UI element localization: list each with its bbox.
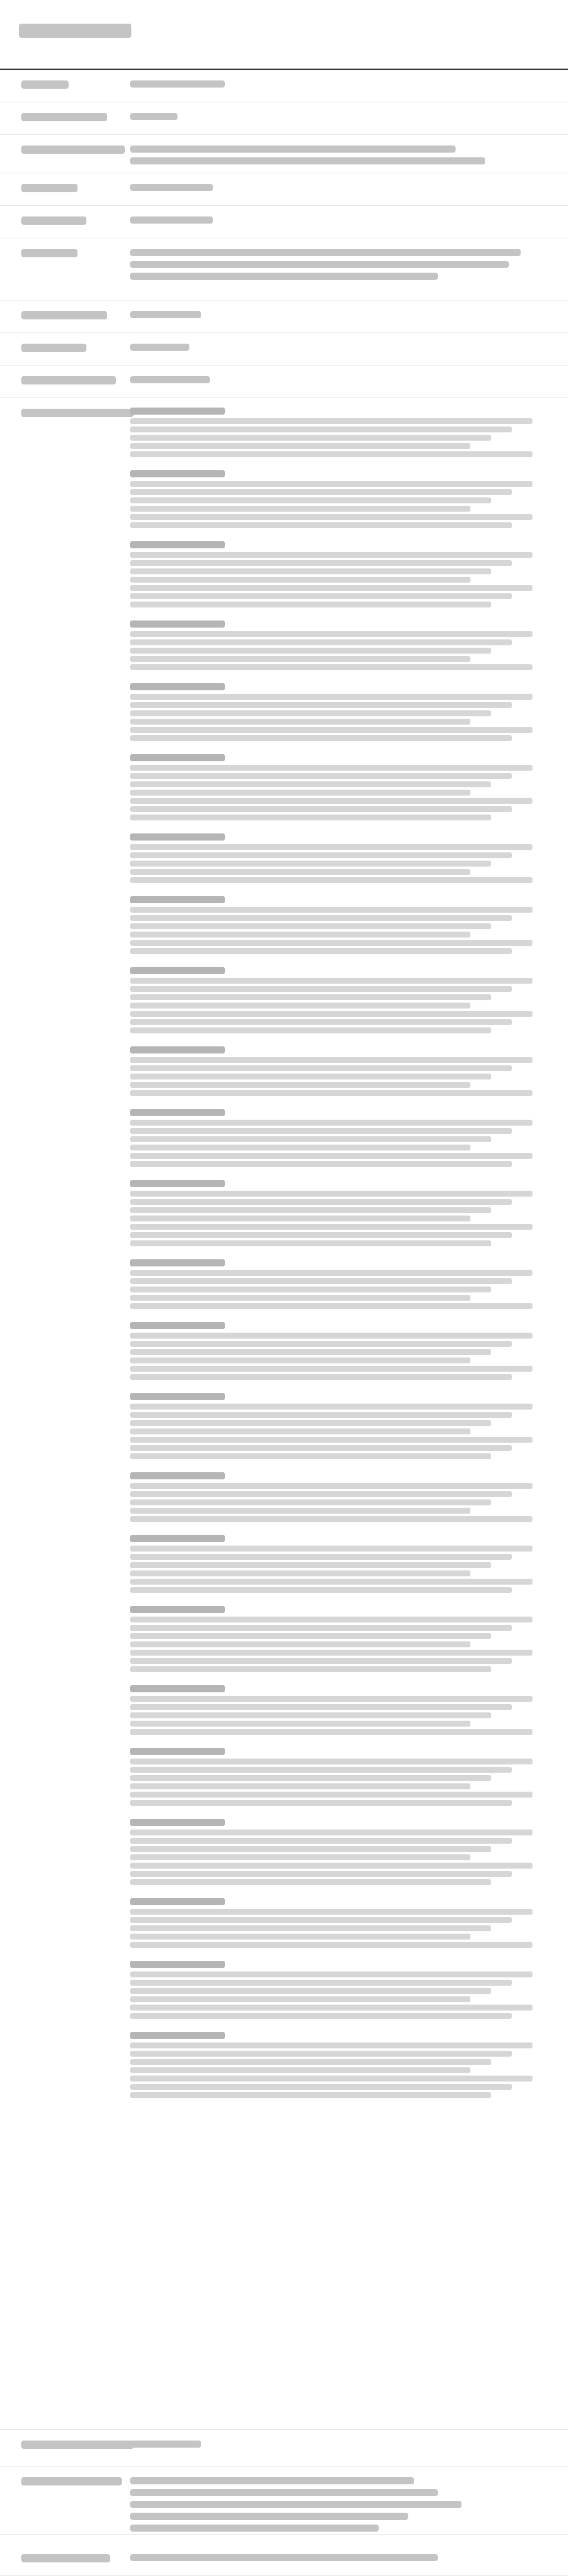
ingredient-block-line <box>130 1153 532 1159</box>
table-row <box>0 2543 568 2576</box>
row-value-placeholder <box>130 344 189 351</box>
ingredient-block-title <box>130 541 225 548</box>
ingredient-block-line <box>130 907 532 913</box>
ingredient-block-line <box>130 1232 512 1238</box>
ingredient-block-line <box>130 514 532 520</box>
row-value-placeholder <box>130 261 509 268</box>
table-row <box>0 300 568 333</box>
ingredient-block-line <box>130 1633 491 1639</box>
ingredient-block-line <box>130 1191 532 1197</box>
row-label-placeholder <box>21 113 107 121</box>
ingredient-block-line <box>130 915 512 921</box>
ingredient-block-line <box>130 1224 532 1230</box>
row-label-placeholder <box>21 311 107 319</box>
ingredient-block-line <box>130 1546 532 1552</box>
table-row <box>0 238 568 300</box>
row-value-placeholder <box>130 146 456 153</box>
ingredient-block-line <box>130 1027 491 1033</box>
ingredient-block-line <box>130 648 491 654</box>
ingredient-block-line <box>130 1453 491 1459</box>
ingredient-block-line <box>130 1712 491 1718</box>
ingredient-block-line <box>130 1909 532 1915</box>
ingredient-block-line <box>130 1374 512 1380</box>
ingredient-block-line <box>130 1240 491 1246</box>
ingredient-block-title <box>130 683 225 690</box>
ingredient-block-line <box>130 568 491 574</box>
row-value-placeholder <box>130 113 178 120</box>
ingredient-block-line <box>130 1491 512 1497</box>
ingredient-block-line <box>130 639 512 645</box>
ingredient-block-line <box>130 1917 512 1923</box>
ingredient-block-line <box>130 815 491 820</box>
ingredient-block-line <box>130 631 532 637</box>
page-title-placeholder <box>19 24 131 38</box>
ingredient-block-line <box>130 2067 470 2073</box>
ingredient-block-line <box>130 1207 491 1213</box>
ingredient-block-line <box>130 1003 470 1009</box>
ingredient-block-title <box>130 1685 225 1692</box>
ingredient-block-line <box>130 1341 512 1347</box>
row-label-placeholder <box>21 2554 110 2562</box>
ingredient-block-line <box>130 694 532 700</box>
ingredient-block-line <box>130 1278 512 1284</box>
page-title <box>0 0 568 65</box>
ingredient-block-line <box>130 852 512 858</box>
ingredient-block-line <box>130 1136 491 1142</box>
ingredient-block-line <box>130 2005 532 2011</box>
ingredient-block-line <box>130 1617 532 1622</box>
row-value-placeholder <box>130 2554 438 2561</box>
ingredient-block-line <box>130 602 491 607</box>
row-label-placeholder <box>21 249 78 257</box>
ingredient-block-line <box>130 1057 532 1063</box>
ingredient-block-line <box>130 1871 512 1877</box>
ingredient-block-line <box>130 1863 532 1869</box>
ingredient-block-line <box>130 727 532 733</box>
ingredient-block-line <box>130 443 470 449</box>
ingredient-block-line <box>130 781 491 787</box>
ingredient-block-line <box>130 869 470 875</box>
ingredient-block-title <box>130 1259 225 1266</box>
row-value-placeholder <box>130 80 225 88</box>
ingredient-block-line <box>130 923 491 929</box>
row-label-placeholder <box>21 376 116 384</box>
ingredient-block-line <box>130 1854 470 1860</box>
ingredient-block-line <box>130 656 470 662</box>
table-row <box>0 2467 568 2535</box>
ingredient-block-line <box>130 497 491 503</box>
ingredient-block-title <box>130 754 225 761</box>
ingredient-block-title <box>130 620 225 628</box>
ingredient-block-line <box>130 1775 491 1781</box>
ingredient-block-title <box>130 1819 225 1826</box>
row-label-placeholder <box>21 146 125 154</box>
ingredient-block-line <box>130 1412 512 1418</box>
ingredient-block-line <box>130 702 512 708</box>
ingredient-block-title <box>130 1898 225 1905</box>
row-value-placeholder <box>130 2513 408 2520</box>
row-value-placeholder <box>130 376 210 383</box>
ingredient-block-line <box>130 1942 532 1948</box>
ingredient-block-line <box>130 2059 491 2065</box>
row-value-placeholder <box>130 184 213 191</box>
ingredient-block-line <box>130 1295 470 1301</box>
ingredient-block-title <box>130 408 225 415</box>
ingredient-block-line <box>130 481 532 487</box>
row-label-placeholder <box>21 216 86 225</box>
ingredient-block-line <box>130 1570 470 1576</box>
row-label-placeholder <box>21 2477 122 2485</box>
ingredient-block-line <box>130 978 532 984</box>
ingredient-block-line <box>130 593 512 599</box>
table-row <box>0 398 568 2430</box>
ingredient-block-title <box>130 1109 225 1116</box>
ingredient-block-line <box>130 418 532 424</box>
ingredient-block-title <box>130 470 225 477</box>
ingredient-block-line <box>130 1516 532 1522</box>
ingredient-block-title <box>130 1748 225 1755</box>
row-label-placeholder <box>21 80 69 89</box>
ingredient-block-line <box>130 1579 532 1585</box>
ingredient-block-title <box>130 833 225 841</box>
ingredient-block-line <box>130 1800 512 1806</box>
ingredient-block-line <box>130 1428 470 1434</box>
ingredient-block-line <box>130 1270 532 1276</box>
ingredient-block-title <box>130 1535 225 1542</box>
ingredient-block-line <box>130 986 512 992</box>
ingredient-block-line <box>130 1792 532 1798</box>
ingredient-block-line <box>130 1729 532 1735</box>
ingredient-block-line <box>130 932 470 938</box>
ingredient-block-line <box>130 1303 532 1309</box>
ingredient-block-title <box>130 1046 225 1053</box>
ingredient-block-line <box>130 735 512 741</box>
ingredient-block-line <box>130 1879 491 1885</box>
ingredient-block-line <box>130 1759 532 1764</box>
ingredient-block-line <box>130 1019 512 1025</box>
ingredient-block-line <box>130 994 491 1000</box>
ingredient-block-title <box>130 967 225 974</box>
ingredient-block-line <box>130 1508 470 1514</box>
ingredient-block-line <box>130 1011 532 1017</box>
table-row <box>0 206 568 238</box>
ingredient-block-line <box>130 948 512 954</box>
ingredient-block-line <box>130 1082 470 1088</box>
ingredient-block-line <box>130 2042 532 2048</box>
ingredient-block-line <box>130 1333 532 1339</box>
ingredient-block-line <box>130 1721 470 1727</box>
row-label-placeholder <box>21 184 78 192</box>
ingredient-block-line <box>130 790 470 796</box>
ingredient-block-line <box>130 2051 512 2057</box>
ingredient-block-line <box>130 1830 532 1835</box>
ingredient-block-line <box>130 719 470 725</box>
ingredient-block-line <box>130 1065 512 1071</box>
ingredient-block-line <box>130 1499 491 1505</box>
ingredient-block-title <box>130 1606 225 1613</box>
ingredient-block-line <box>130 765 532 771</box>
ingredient-block-line <box>130 1437 532 1443</box>
ingredient-block-line <box>130 1120 532 1126</box>
ingredient-block-title <box>130 1322 225 1329</box>
ingredient-block-line <box>130 1404 532 1410</box>
ingredient-block-line <box>130 844 532 850</box>
ingredient-block-line <box>130 1934 470 1940</box>
row-value-placeholder <box>130 157 485 164</box>
ingredient-block-line <box>130 806 512 812</box>
ingredient-block-line <box>130 861 491 867</box>
ingredient-block-line <box>130 1767 512 1773</box>
ingredient-block-line <box>130 435 491 441</box>
ingredient-block-title <box>130 896 225 903</box>
ingredient-block-title <box>130 1180 225 1187</box>
row-label-placeholder <box>21 409 134 417</box>
ingredient-block-line <box>130 2076 532 2082</box>
ingredient-block-line <box>130 2092 491 2098</box>
row-value-placeholder <box>130 2441 201 2448</box>
ingredient-block-line <box>130 522 512 528</box>
row-value-placeholder <box>130 273 438 280</box>
table-row <box>0 173 568 206</box>
ingredient-block-line <box>130 1658 512 1664</box>
ingredient-block-line <box>130 1846 491 1852</box>
ingredient-block-line <box>130 1562 491 1568</box>
ingredient-block-line <box>130 1128 512 1134</box>
ingredient-block-line <box>130 1216 470 1221</box>
ingredient-block-line <box>130 1641 470 1647</box>
ingredient-block-line <box>130 1925 491 1931</box>
row-value-placeholder <box>130 249 521 256</box>
ingredient-block-line <box>130 1420 491 1426</box>
ingredient-block-line <box>130 1366 532 1372</box>
ingredient-block-line <box>130 1287 491 1292</box>
ingredient-block-line <box>130 1199 512 1205</box>
ingredient-block-line <box>130 1666 491 1672</box>
ingredient-block-line <box>130 1980 512 1986</box>
ingredient-block-line <box>130 1445 512 1451</box>
ingredient-block-line <box>130 1161 512 1167</box>
ingredient-block-line <box>130 798 532 804</box>
row-value-placeholder <box>130 311 201 318</box>
ingredient-block-line <box>130 2013 512 2019</box>
ingredient-block-line <box>130 773 512 779</box>
table-row <box>0 70 568 102</box>
ingredient-block-line <box>130 1696 532 1702</box>
table-row <box>0 135 568 173</box>
ingredient-block-line <box>130 1074 491 1079</box>
table-row <box>0 366 568 398</box>
row-value-placeholder <box>130 2489 438 2496</box>
ingredient-block-line <box>130 1090 532 1096</box>
ingredient-block-line <box>130 426 512 432</box>
row-label-placeholder <box>21 2441 134 2449</box>
ingredient-block-line <box>130 1996 470 2002</box>
ingredient-block-line <box>130 2084 512 2090</box>
ingredient-block-line <box>130 1625 512 1631</box>
ingredient-block-line <box>130 1971 532 1977</box>
ingredient-block-line <box>130 506 470 512</box>
ingredient-block-line <box>130 585 532 591</box>
ingredient-block-title <box>130 1472 225 1479</box>
row-value-placeholder <box>130 216 213 224</box>
ingredient-block-line <box>130 1554 512 1560</box>
ingredient-block-title <box>130 1961 225 1968</box>
row-value-placeholder <box>130 2525 379 2532</box>
row-value-placeholder <box>130 2501 462 2508</box>
ingredient-block-line <box>130 451 532 457</box>
ingredient-block-line <box>130 1358 470 1363</box>
table-row <box>0 2430 568 2467</box>
ingredient-block-title <box>130 1393 225 1400</box>
ingredient-block-line <box>130 1988 491 1994</box>
ingredient-block-title <box>130 2032 225 2039</box>
table-row <box>0 333 568 366</box>
table-row <box>0 102 568 135</box>
ingredient-block-line <box>130 489 512 495</box>
ingredient-block-line <box>130 1587 512 1593</box>
ingredient-block-line <box>130 560 512 566</box>
ingredient-block-line <box>130 1483 532 1489</box>
row-label-placeholder <box>21 344 86 352</box>
ingredient-block-line <box>130 552 532 558</box>
row-value-placeholder <box>130 2477 414 2484</box>
ingredient-block-line <box>130 1704 512 1710</box>
ingredient-block-line <box>130 1838 512 1844</box>
ingredient-block-line <box>130 877 532 883</box>
ingredient-block-line <box>130 664 532 670</box>
ingredient-block-line <box>130 710 491 716</box>
ingredient-block-line <box>130 1650 532 1656</box>
ingredient-block-line <box>130 1349 491 1355</box>
ingredient-block-line <box>130 1145 470 1150</box>
ingredient-block-line <box>130 577 470 583</box>
ingredient-block-line <box>130 1783 470 1789</box>
ingredient-block-line <box>130 940 532 946</box>
